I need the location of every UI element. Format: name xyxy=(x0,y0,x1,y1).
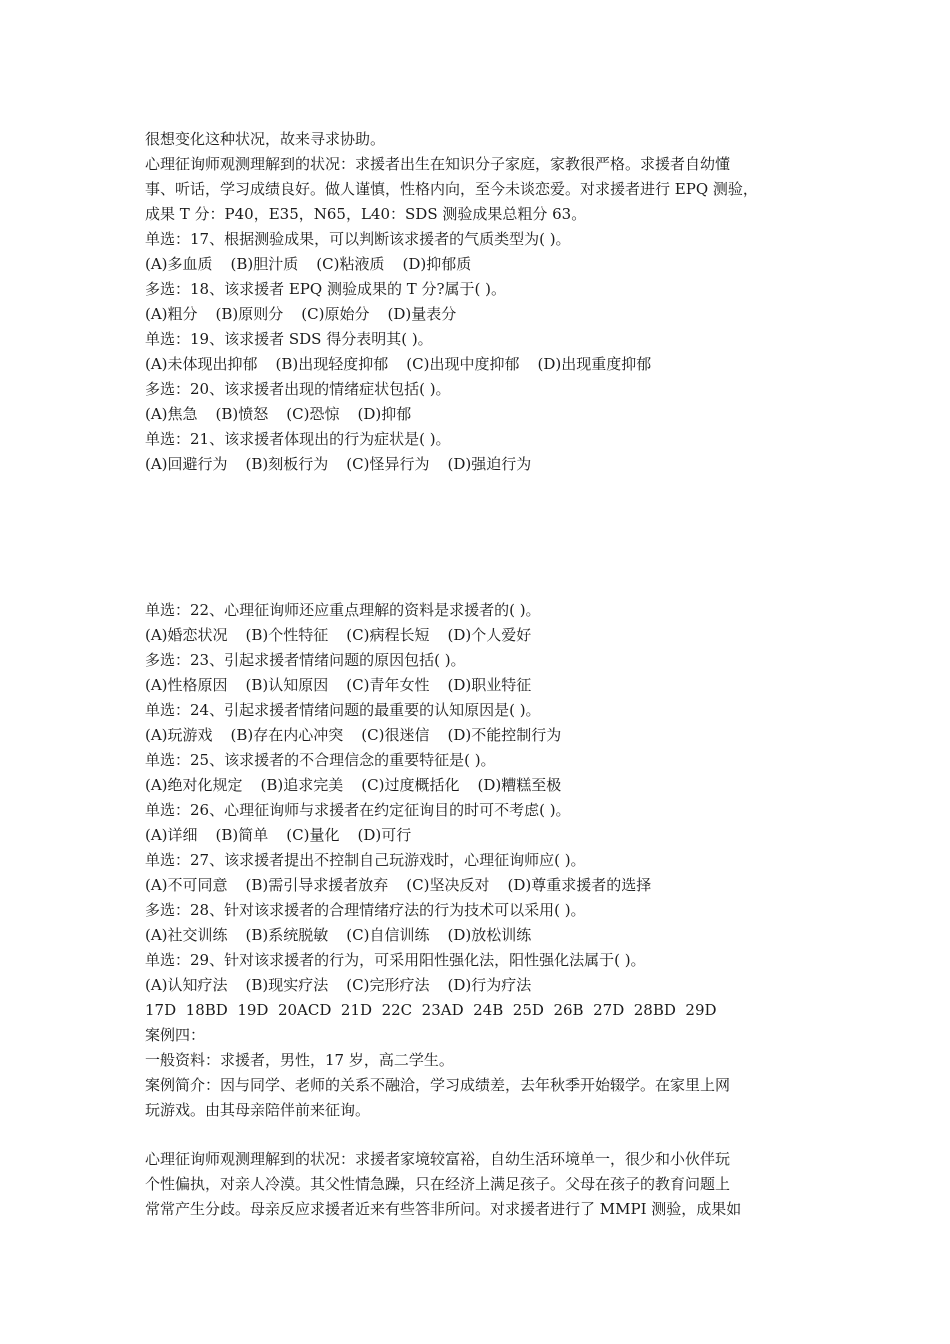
option: (B)胆汁质 xyxy=(230,255,299,273)
option: (C)完形疗法 xyxy=(346,976,430,994)
options-17 xyxy=(145,252,825,277)
option: (B)现实疗法 xyxy=(245,976,329,994)
option: (A)不可同意 xyxy=(145,876,228,894)
case-title: 案例四： xyxy=(145,1026,206,1044)
option: (C)出现中度抑郁 xyxy=(406,355,520,373)
option: (C)自信训练 xyxy=(346,926,430,944)
option: (D)抑郁 xyxy=(357,405,412,423)
option: (B)刻板行为 xyxy=(245,455,329,473)
options-21 xyxy=(145,452,825,477)
option: (A)焦急 xyxy=(145,405,198,423)
option: (D)放松训练 xyxy=(447,926,532,944)
option: (A)认知疗法 xyxy=(145,976,228,994)
options-29 xyxy=(145,973,825,998)
option: (C)青年女性 xyxy=(346,676,430,694)
option: (D)可行 xyxy=(357,826,412,844)
option: (B)需引导求援者放弃 xyxy=(245,876,389,894)
case-intro-line: 玩游戏。由其母亲陪伴前来征询。 xyxy=(145,1101,371,1119)
question-18: 多选：18、该求援者 EPQ 测验成果的 T 分?属于( )。 xyxy=(145,280,507,298)
option: (D)量表分 xyxy=(387,305,457,323)
option: (C)坚决反对 xyxy=(406,876,490,894)
option: (B)追求完美 xyxy=(260,776,344,794)
option: (A)回避行为 xyxy=(145,455,228,473)
options-24 xyxy=(145,723,825,748)
question-20: 多选：20、该求援者出现的情绪症状包括( )。 xyxy=(145,380,451,398)
option: (D)行为疗法 xyxy=(447,976,532,994)
option: (D)糟糕至极 xyxy=(477,776,562,794)
text-line: 心理征询师观测理解到的状况：求援者出生在知识分子家庭，家教很严格。求援者自幼懂 xyxy=(145,155,731,173)
options-18 xyxy=(145,302,825,327)
question-26: 单选：26、心理征询师与求援者在约定征询目的时可不考虑( )。 xyxy=(145,801,571,819)
option: (D)抑郁质 xyxy=(402,255,472,273)
option: (A)未体现出抑郁 xyxy=(145,355,258,373)
option: (C)过度概括化 xyxy=(361,776,460,794)
option: (B)简单 xyxy=(215,826,269,844)
option: (D)出现重度抑郁 xyxy=(537,355,652,373)
question-24: 单选：24、引起求援者情绪问题的最重要的认知原因是( )。 xyxy=(145,701,541,719)
option: (A)性格原因 xyxy=(145,676,228,694)
options-28 xyxy=(145,923,825,948)
option: (B)个性特征 xyxy=(245,626,329,644)
option: (A)婚恋状况 xyxy=(145,626,228,644)
question-25: 单选：25、该求援者的不合理信念的重要特征是( )。 xyxy=(145,751,496,769)
question-29: 单选：29、针对该求援者的行为，可采用阳性强化法，阳性强化法属于( )。 xyxy=(145,951,646,969)
option: (A)详细 xyxy=(145,826,198,844)
options-20 xyxy=(145,402,825,427)
option: (A)粗分 xyxy=(145,305,198,323)
options-19 xyxy=(145,352,825,377)
question-23: 多选：23、引起求援者情绪问题的原因包括( )。 xyxy=(145,651,466,669)
option: (D)个人爱好 xyxy=(447,626,532,644)
case-general-info: 一般资料：求援者，男性，17 岁，高二学生。 xyxy=(145,1051,454,1069)
question-22: 单选：22、心理征询师还应重点理解的资料是求援者的( )。 xyxy=(145,601,541,619)
option: (C)怪异行为 xyxy=(346,455,430,473)
case-observation-line: 个性偏执，对亲人冷漠。其父性情急躁，只在经济上满足孩子。父母在孩子的教育问题上 xyxy=(145,1175,731,1193)
option: (C)病程长短 xyxy=(346,626,430,644)
option: (D)不能控制行为 xyxy=(447,726,562,744)
text-line: 很想变化这种状况，故来寻求协助。 xyxy=(145,130,386,148)
text-line: 成果 T 分：P40，E35，N65，L40：SDS 测验成果总粗分 63。 xyxy=(145,205,587,223)
option: (B)系统脱敏 xyxy=(245,926,329,944)
option: (C)粘液质 xyxy=(316,255,385,273)
option: (D)强迫行为 xyxy=(447,455,532,473)
option: (D)尊重求援者的选择 xyxy=(507,876,652,894)
case-observation-line: 常常产生分歧。母亲反应求援者近来有些答非所问。对求援者进行了 MMPI 测验，成果如 xyxy=(145,1200,742,1218)
options-23 xyxy=(145,673,825,698)
option: (B)原则分 xyxy=(215,305,284,323)
option: (A)社交训练 xyxy=(145,926,228,944)
options-27 xyxy=(145,873,825,898)
options-25 xyxy=(145,773,825,798)
option: (D)职业特征 xyxy=(447,676,532,694)
text-line: 事、听话，学习成绩良好。做人谨慎，性格内向，至今未谈恋爱。对求援者进行 EPQ 测验， xyxy=(145,180,758,198)
option: (B)愤怒 xyxy=(215,405,269,423)
option: (C)量化 xyxy=(286,826,340,844)
question-21: 单选：21、该求援者体现出的行为症状是( )。 xyxy=(145,430,451,448)
option: (B)出现轻度抑郁 xyxy=(275,355,389,373)
case-observation-line: 心理征询师观测理解到的状况：求援者家境较富裕，自幼生活环境单一，很少和小伙伴玩 xyxy=(145,1150,731,1168)
options-22 xyxy=(145,623,825,648)
option: (A)多血质 xyxy=(145,255,213,273)
option: (A)玩游戏 xyxy=(145,726,213,744)
question-28: 多选：28、针对该求援者的合理情绪疗法的行为技术可以采用( )。 xyxy=(145,901,586,919)
question-17: 单选：17、根据测验成果，可以判断该求援者的气质类型为( )。 xyxy=(145,230,571,248)
answer-key: 17D 18BD 19D 20ACD 21D 22C 23AD 24B 25D 26B 27D 28BD 29D xyxy=(145,1001,717,1019)
option: (C)很迷信 xyxy=(361,726,430,744)
option: (C)原始分 xyxy=(301,305,370,323)
question-27: 单选：27、该求援者提出不控制自己玩游戏时，心理征询师应( )。 xyxy=(145,851,586,869)
case-intro-line: 案例简介：因与同学、老师的关系不融洽，学习成绩差，去年秋季开始辍学。在家里上网 xyxy=(145,1076,731,1094)
option: (C)恐惊 xyxy=(286,405,340,423)
options-26 xyxy=(145,823,825,848)
option: (B)认知原因 xyxy=(245,676,329,694)
option: (B)存在内心冲突 xyxy=(230,726,344,744)
question-19: 单选：19、该求援者 SDS 得分表明其( )。 xyxy=(145,330,433,348)
option: (A)绝对化规定 xyxy=(145,776,243,794)
